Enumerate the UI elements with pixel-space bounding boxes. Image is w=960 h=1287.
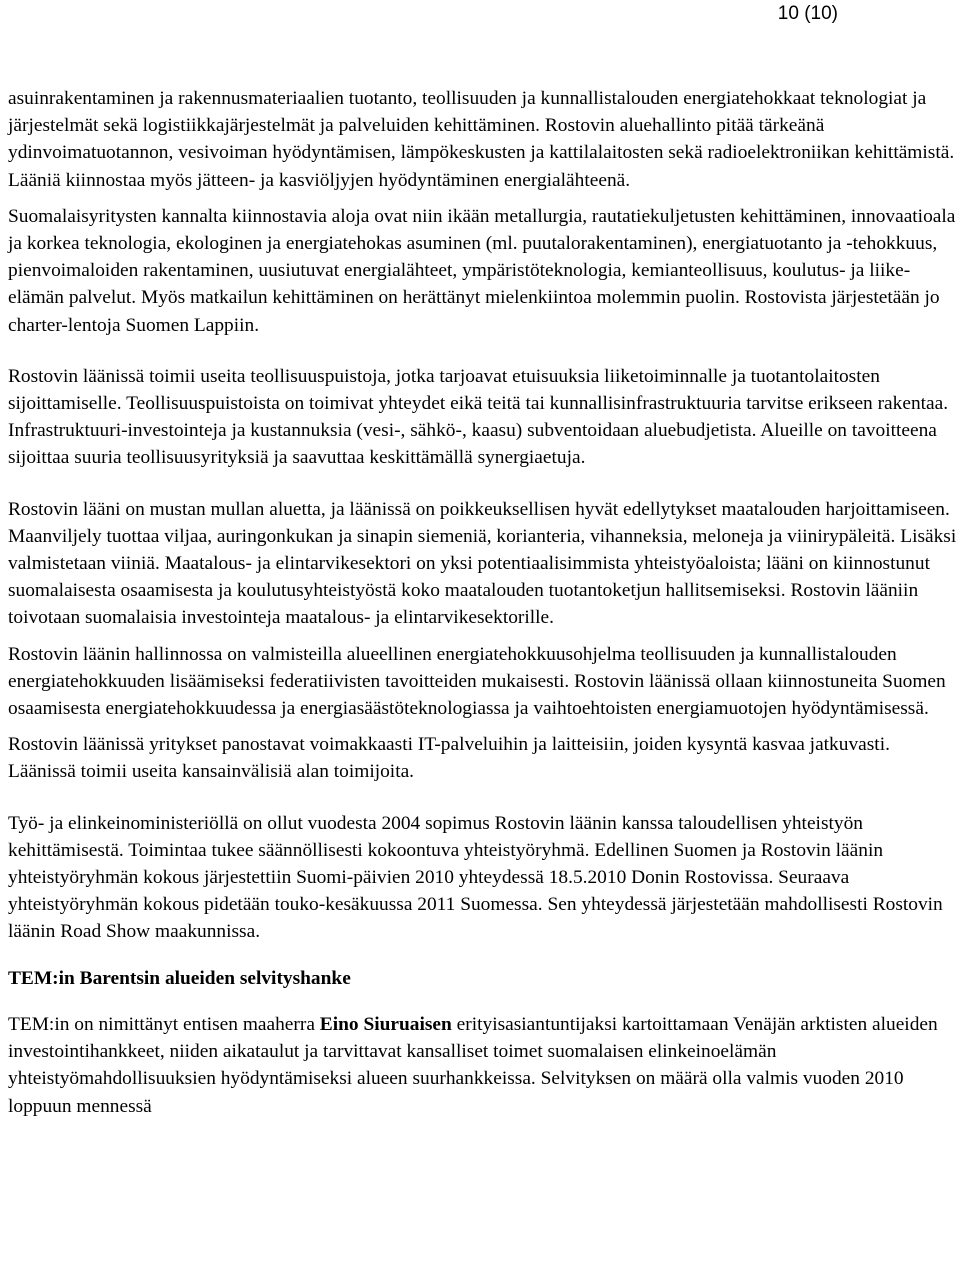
paragraph-energy-efficiency: Rostovin läänin hallinnossa on valmisteilla alueellinen energiatehokkuusohjelma teollisuuden ja kunnallistalouden energiatehokkuuden lisäämiseksi federatiivisten tavoitteiden mukaisesti. Rostovin läänissä ollaan kiinnostuneita Suomen osaamisesta energiatehokkuudessa ja energiasäästöteknologiassa ja vaihtoehtoisten energiamuotojen hyödyntämisessä. [8,643,946,720]
section-heading: TEM:in Barentsin alueiden selvityshanke [8,967,351,989]
paragraph-barents-text-end: erityisasiantuntijaksi kartoittamaan Venäjän arktisten alueiden investointihankkeet, niiden aikataulut ja tarvittavat kansalliset toimet suomalaisen elinkeinoelämän yhteistyömahdollisuuksien hyödyntämiseksi alueen suurhankkeissa. Selvityksen on määrä olla valmis vuoden 2010 loppuun mennessä [8,1013,938,1117]
paragraph-barents-study [8,1011,958,1120]
paragraph-cooperation: Työ- ja elinkeinoministeriöllä on ollut vuodesta 2004 sopimus Rostovin läänin kanssa taloudellisen yhteistyön kehittämisestä. Toimintaa tukee säännöllisesti kokoontuva yhteistyöryhmä. Edellinen Suomen ja Rostovin läänin yhteistyöryhmän kokous järjestettiin Suomi-päivien 2010 yhteydessä 18.5.2010 Donin Rostovissa. Seuraava yhteistyöryhmän kokous pidetään touko-kesäkuussa 2011 Suomessa. Sen yhteydessä järjestetään mahdollisesti Rostovin läänin Road Show maakunnissa. [8,812,943,943]
page-number: 10 (10) [777,3,838,24]
paragraph-finnish-interests: Suomalaisyritysten kannalta kiinnostavia aloja ovat niin ikään metallurgia, rautatiekuljetusten kehittäminen, innovaatioala ja korkea teknologia, ekologinen ja energiatehokas asuminen (ml. puutalorakentaminen), energiatuotanto ja -tehokkuus, pienvoimaloiden rakentaminen, uusiutuvat energialähteet, ympäristöteknologia, kemianteollisuus, koulutus- ja liike-elämän palvelut. Myös matkailun kehittäminen on herättänyt mielenkiintoa molemmin puolin. Rostovista järjestetään jo charter-lentoja Suomen Lappiin. [8,205,956,336]
person-name: Eino Siuruaisen [319,1013,452,1035]
paragraph-energy-sector: asuinrakentaminen ja rakennusmateriaalien tuotanto, teollisuuden ja kunnallistalouden energiatehokkaat teknologiat ja järjestelmät sekä logistiikkajärjestelmät ja palveluiden kehittäminen. Rostovin aluehallinto pitää tärkeänä ydinvoimatuotannon, vesivoiman hyödyntämisen, lämpökeskusten ja kattilalaitosten sekä radioelektroniikan kehittämistä. Lääniä kiinnostaa myös jätteen- ja kasviöljyjen hyödyntäminen energialähteenä. [8,88,955,191]
paragraph-agriculture: Rostovin lääni on mustan mullan aluetta, ja läänissä on poikkeuksellisen hyvät edellytykset maatalouden harjoittamiseen. Maanviljely tuottaa viljaa, auringonkukan ja sinapin siemeniä, korianteria, vihanneksia, meloneja ja viinirypäleitä. Lisäksi valmistetaan viiniä. Maatalous- ja elintarvikesektori on yksi potentiaalisimmista yhteistyöaloista; lääni on kiinnostunut suomalaisesta osaamisesta ja koulutusyhteistyöstä koko maatalouden tuotantoketjun hallitsemiseksi. Rostovin lääniin toivotaan suomalaisia investointeja maatalous- ja elintarvikesektorille. [8,498,957,629]
paragraph-industrial-parks: Rostovin läänissä toimii useita teollisuuspuistoja, jotka tarjoavat etuisuuksia liiketoiminnalle ja tuotantolaitosten sijoittamiselle. Teollisuuspuistoista on toimivat yhteydet eikä teitä tai kunnallisinfrastruktuuria tarvitse erikseen rakentaa. Infrastruktuuri-investointeja ja kustannuksia (vesi-, sähkö-, kaasu) subventoidaan aluebudjetista. Alueille on tavoitteena sijoittaa suuria teollisuusyrityksiä ja saavuttaa keskittämällä synergiaetuja. [8,365,949,469]
document-body [8,85,958,1120]
paragraph-barents-text-start: TEM:in on nimittänyt entisen maaherra [8,1013,320,1035]
paragraph-it-services: Rostovin läänissä yritykset panostavat voimakkaasti IT-palveluihin ja laitteisiin, joiden kysyntä kasvaa jatkuvasti. Läänissä toimii useita kansainvälisiä alan toimijoita. [8,734,890,783]
